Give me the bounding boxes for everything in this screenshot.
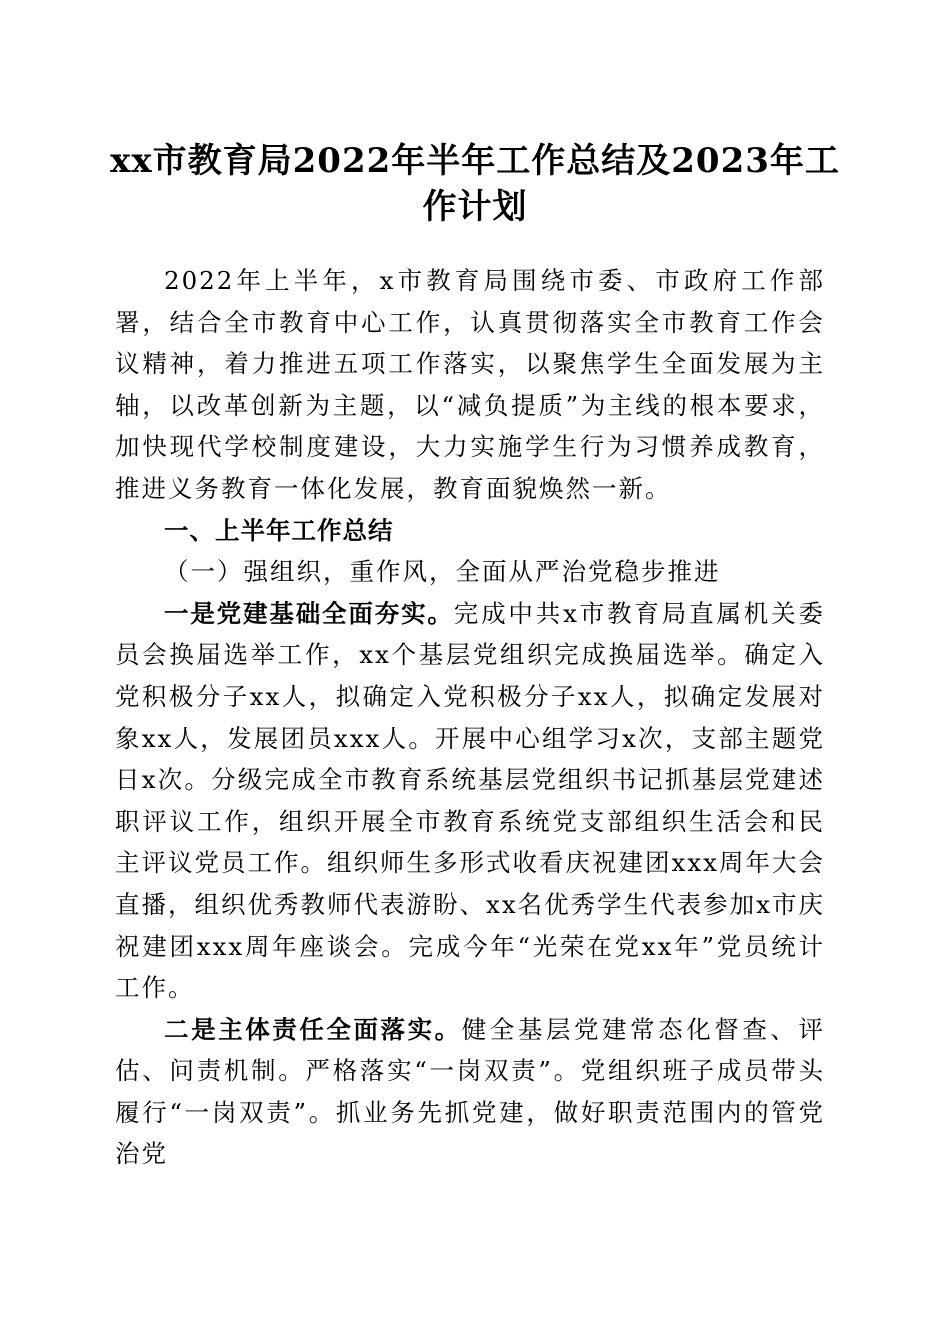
document-body bbox=[115, 260, 825, 1175]
point-paragraph-1 bbox=[115, 593, 825, 1009]
point-lead-1: 一是党建基础全面夯实。 bbox=[164, 598, 454, 628]
point-lead-2: 二是主体责任全面落实。 bbox=[164, 1014, 462, 1044]
point-text-1: 完成中共x市教育局直属机关委员会换届选举工作，xx个基层党组织完成换届选举。确定入党积极分子xx人，拟确定入党积极分子xx人，拟确定发展对象xx人，发展团员xxx人。开展中心组学习x次，支部主题党日x次。分级完成全市教育系统基层党组织书记抓基层党建述职评议工作，组织开展全市教育系统党支部组织生活会和民主评议党员工作。组织师生多形式收看庆祝建团xxx周年大会直播，组织优秀教师代表游盼、xx名优秀学生代表参加x市庆祝建团xxx周年座谈会。完成今年“光荣在党xx年”党员统计工作。 bbox=[115, 598, 825, 1003]
point-paragraph-2 bbox=[115, 1009, 825, 1175]
point-text-2: 健全基层党建常态化督查、评估、问责机制。严格落实“一岗双责”。党组织班子成员带头履行“一岗双责”。抓业务先抓党建，做好职责范围内的管党治党 bbox=[115, 1014, 825, 1169]
intro-paragraph: 2022年上半年，x市教育局围绕市委、市政府工作部署，结合全市教育中心工作，认真贯彻落实全市教育工作会议精神，着力推进五项工作落实，以聚焦学生全面发展为主轴，以改革创新为主题，以“减负提质”为主线的根本要求，加快现代学校制度建设，大力实施学生行为习惯养成教育，推进义务教育一体化发展，教育面貌焕然一新。 bbox=[115, 266, 825, 503]
section-heading: 一、上半年工作总结 bbox=[164, 515, 394, 545]
subsection-heading: （一）强组织，重作风，全面从严治党稳步推进 bbox=[164, 557, 721, 587]
document-title: xx市教育局2022年半年工作总结及2023年工作计划 bbox=[110, 141, 840, 227]
